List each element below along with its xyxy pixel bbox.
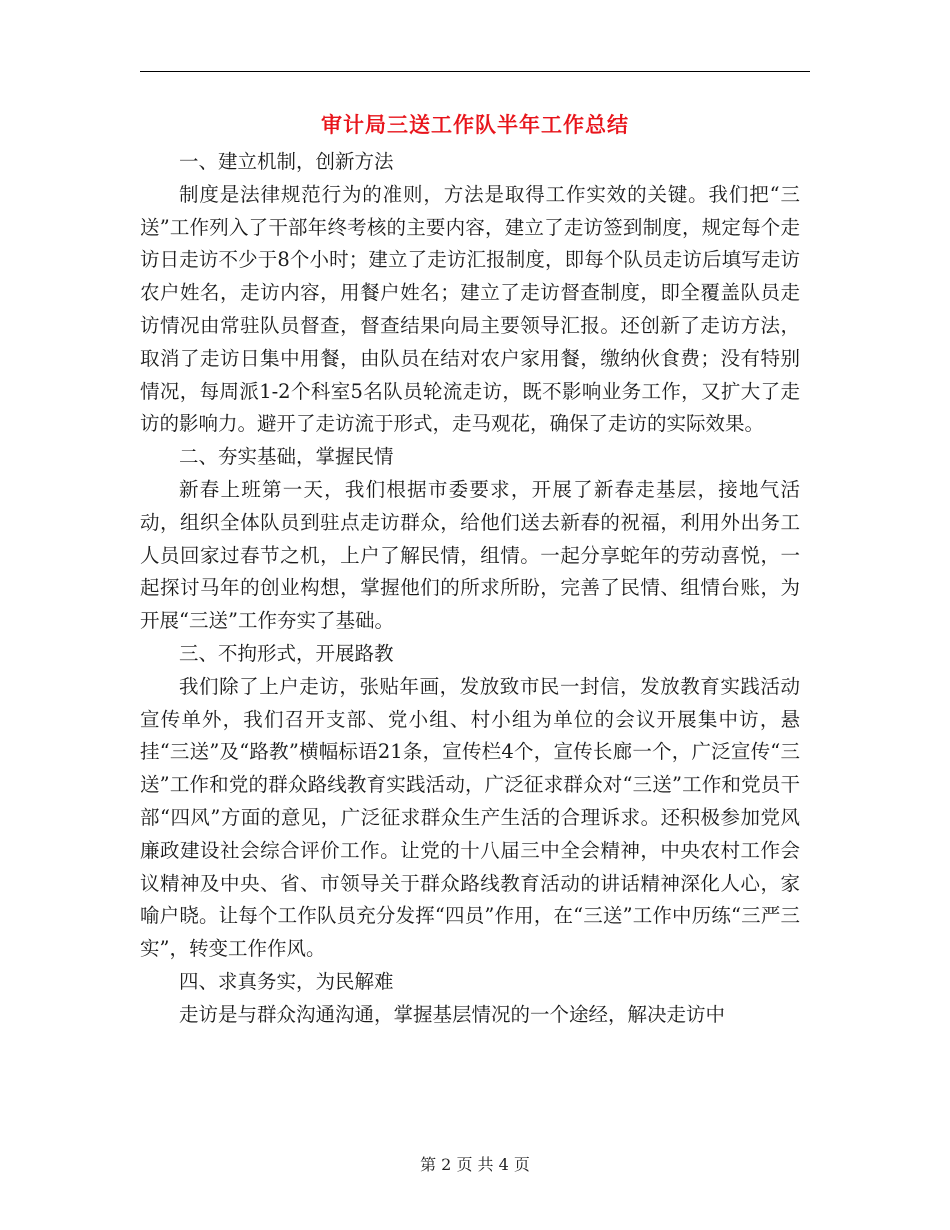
section-heading-3: 三、不拘形式，开展路教 [179,641,394,665]
body-paragraph-2: 新春上班第一天，我们根据市委要求，开展了新春走基层，接地气活动，组织全体队员到驻点走访群众，给他们送去新春的祝福，利用外出务工人员回家过春节之机，上户了解民情，组情。一起分享蛇年的劳动喜悦，一起探讨马年的创业构想，掌握他们的所求所盼，完善了民情、组情台账，为开展“三送”工作夯实了基础。 [140,477,800,633]
page-number-footer: 第 2 页 共 4 页 [420,1155,530,1174]
document-body [140,146,800,1032]
body-paragraph-3: 我们除了上户走访，张贴年画，发放致市民一封信，发放教育实践活动宣传单外，我们召开支部、党小组、村小组为单位的会议开展集中访，悬挂“三送”及“路教”横幅标语21条，宣传栏4个，宣传长廊一个，广泛宣传“三送”工作和党的群众路线教育实践活动，广泛征求群众对“三送”工作和党员干部“四风”方面的意见，广泛征求群众生产生活的合理诉求。还积极参加党风廉政建设社会综合评价工作。让党的十八届三中全会精神，中央农村工作会议精神及中央、省、市领导关于群众路线教育活动的讲话精神深化人心，家喻户晓。让每个工作队员充分发挥“四员”作用，在“三送”工作中历练“三严三实”，转变工作作风。 [140,674,800,961]
header-rule [140,71,810,72]
document-title: 审计局三送工作队半年工作总结 [321,113,629,137]
section-heading-4: 四、求真务实，为民解难 [179,969,394,993]
section-heading-1: 一、建立机制，创新方法 [179,150,394,173]
body-paragraph-4: 走访是与群众沟通沟通，掌握基层情况的一个途经，解决走访中 [179,1002,726,1026]
section-heading-2: 二、夯实基础，掌握民情 [179,445,394,469]
body-paragraph-1: 制度是法律规范行为的准则，方法是取得工作实效的关键。我们把“三送”工作列入了干部年终考核的主要内容，建立了走访签到制度，规定每个走访日走访不少于8个小时；建立了走访汇报制度，即每个队员走访后填写走访农户姓名，走访内容，用餐户姓名；建立了走访督查制度，即全覆盖队员走访情况由常驻队员督查，督查结果向局主要领导汇报。还创新了走访方法，取消了走访日集中用餐，由队员在结对农户家用餐，缴纳伙食费；没有特别情况，每周派1-2个科室5名队员轮流走访，既不影响业务工作，又扩大了走访的影响力。避开了走访流于形式，走马观花，确保了走访的实际效果。 [140,182,800,436]
